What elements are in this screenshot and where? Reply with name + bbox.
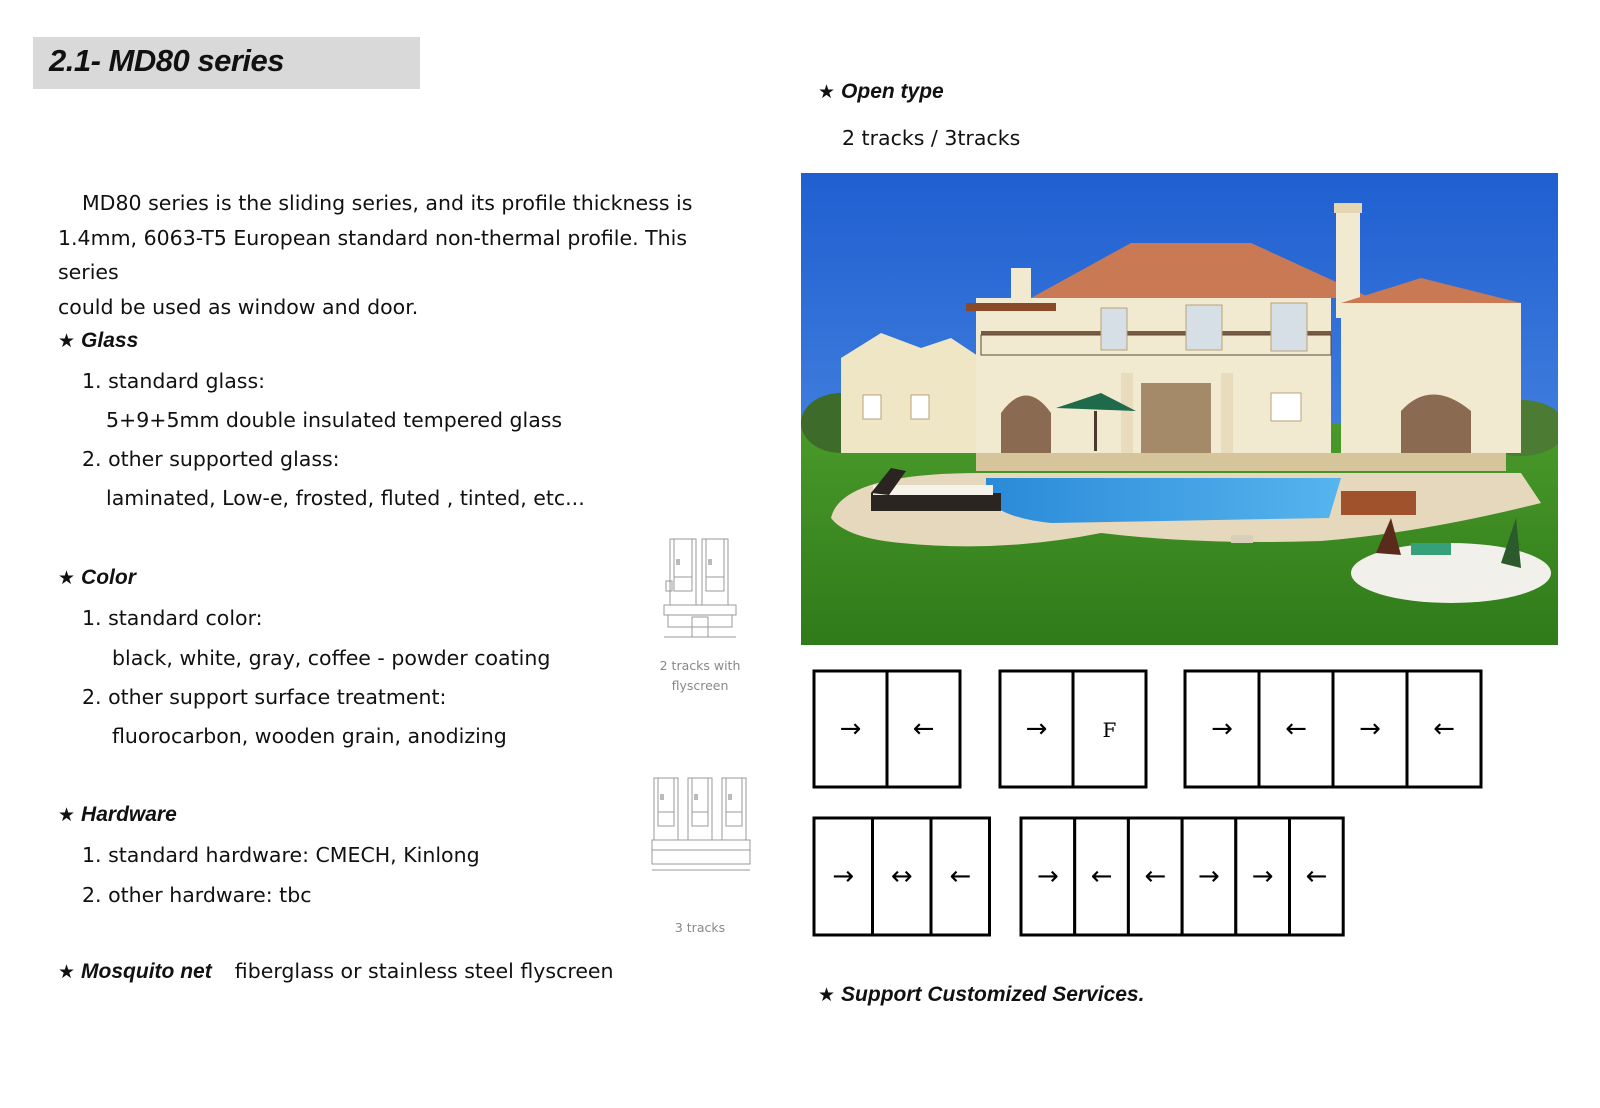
two-track-caption-line-2: flyscreen <box>671 678 729 693</box>
hardware-item-1: 1. standard hardware: CMECH, Kinlong <box>82 843 480 867</box>
customized-services-heading <box>818 983 1144 1007</box>
star-icon: ★ <box>818 985 836 1006</box>
opening-diagram-4-panel <box>1183 669 1481 789</box>
hardware-item-2: 2. other hardware: tbc <box>82 883 312 907</box>
arrow-left-icon: ← <box>1305 861 1328 892</box>
three-track-caption: 3 tracks <box>674 920 726 935</box>
arrow-left-icon: ← <box>1285 714 1307 744</box>
arrow-left-icon: ← <box>949 861 972 892</box>
star-icon: ★ <box>58 568 76 589</box>
two-track-caption-line-1: 2 tracks with <box>659 658 741 673</box>
hardware-heading <box>58 803 177 827</box>
glass-item-2-detail: laminated, Low-e, frosted, fluted , tinted, etc... <box>106 486 585 510</box>
star-icon: ★ <box>58 805 76 826</box>
color-item-1-detail: black, white, gray, coffee - powder coating <box>112 646 551 670</box>
arrow-right-icon: → <box>1211 714 1233 744</box>
glass-item-1: 1. standard glass: <box>82 369 266 393</box>
arrow-right-icon: → <box>1025 714 1048 744</box>
arrow-both-icon: ↔ <box>890 861 913 892</box>
open-type-heading <box>818 80 944 104</box>
opening-diagram-6-panel <box>1019 816 1346 936</box>
arrow-right-icon: → <box>1359 714 1381 744</box>
intro-paragraph <box>58 186 738 324</box>
opening-diagram-2-panel <box>812 669 962 789</box>
intro-line-1: MD80 series is the sliding series, and its profile thickness is <box>82 191 693 215</box>
color-item-2: 2. other support surface treatment: <box>82 685 447 709</box>
mosquito-heading-text: Mosquito net <box>81 960 212 983</box>
intro-line-3: could be used as window and door. <box>58 294 419 319</box>
color-heading <box>58 566 136 590</box>
opening-diagram-2-panel-fixed <box>998 669 1148 789</box>
intro-line-2: 1.4mm, 6063-T5 European standard non-thermal profile. This series <box>58 225 688 284</box>
two-track-profile-drawing <box>662 537 738 645</box>
mosquito-heading <box>58 960 212 983</box>
arrow-right-icon: → <box>832 861 855 892</box>
glass-item-2: 2. other supported glass: <box>82 447 340 471</box>
opening-diagram-3-panel <box>812 816 990 936</box>
color-heading-text: Color <box>81 566 136 589</box>
title-banner <box>33 37 420 89</box>
arrow-right-icon: → <box>839 714 862 744</box>
star-icon: ★ <box>58 331 76 352</box>
page-title: 2.1- MD80 series <box>49 43 284 78</box>
arrow-left-icon: ← <box>912 714 935 744</box>
fixed-panel-label: F <box>1102 718 1117 742</box>
arrow-right-icon: → <box>1036 861 1059 892</box>
arrow-left-icon: ← <box>1090 861 1113 892</box>
arrow-left-icon: ← <box>1433 714 1455 744</box>
glass-heading-text: Glass <box>81 329 139 352</box>
star-icon: ★ <box>58 962 76 983</box>
customized-services-text: Support Customized Services. <box>841 983 1145 1006</box>
star-icon: ★ <box>818 82 836 103</box>
mosquito-row <box>58 959 614 984</box>
villa-pool-photo <box>801 173 1558 645</box>
open-type-heading-text: Open type <box>841 80 944 103</box>
villa-illustration <box>801 173 1558 645</box>
three-track-profile-drawing <box>650 776 752 886</box>
glass-heading <box>58 329 138 353</box>
color-item-2-detail: fluorocarbon, wooden grain, anodizing <box>112 724 507 748</box>
arrow-right-icon: → <box>1198 861 1220 892</box>
open-type-detail: 2 tracks / 3tracks <box>842 126 1021 150</box>
color-item-1: 1. standard color: <box>82 606 263 630</box>
arrow-left-icon: ← <box>1144 861 1167 892</box>
arrow-right-icon: → <box>1251 861 1274 892</box>
glass-item-1-detail: 5+9+5mm double insulated tempered glass <box>106 408 563 432</box>
mosquito-detail: fiberglass or stainless steel flyscreen <box>234 959 614 983</box>
hardware-heading-text: Hardware <box>81 803 177 826</box>
two-track-caption <box>640 656 760 696</box>
